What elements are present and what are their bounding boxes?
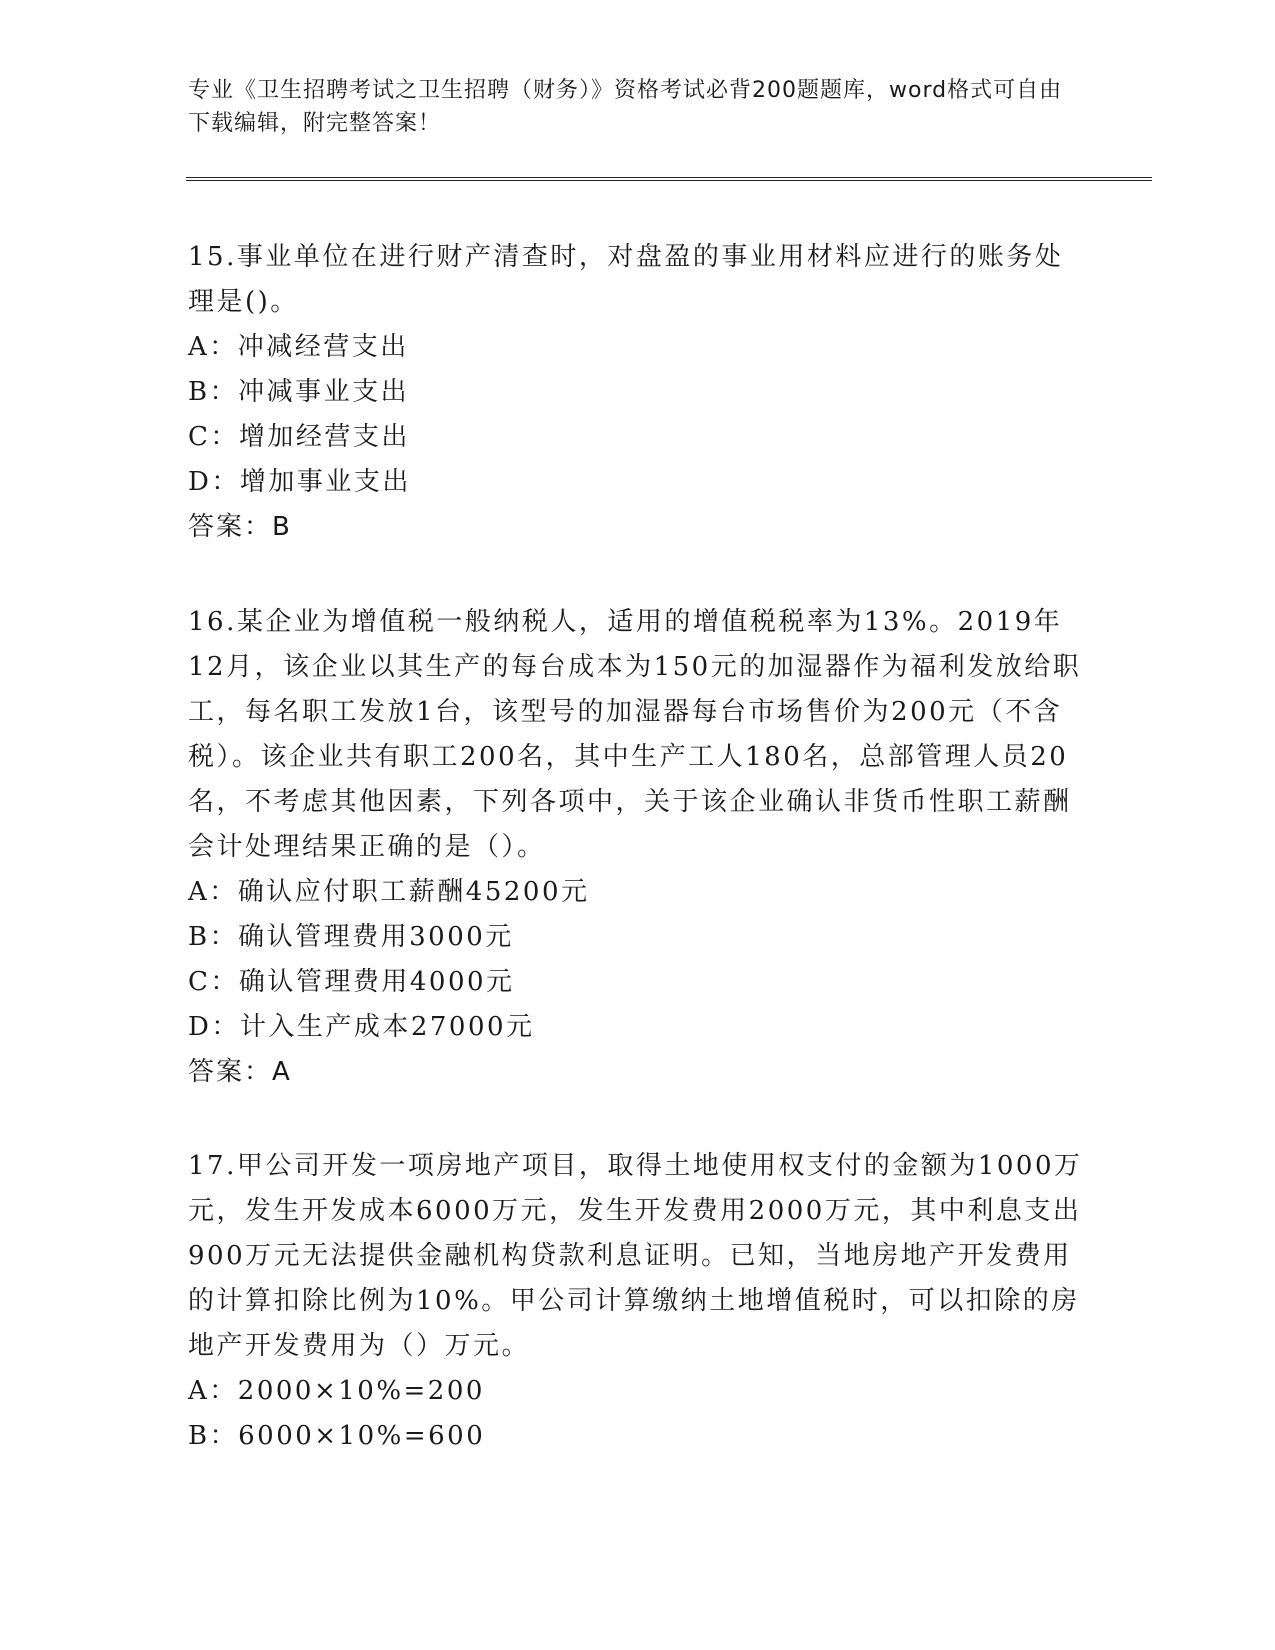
answer: 答案：B bbox=[188, 512, 292, 542]
question-15 bbox=[188, 235, 1088, 550]
option-b: B：6000×10%=600 bbox=[188, 1421, 486, 1451]
header-divider bbox=[186, 177, 1152, 181]
option-a: A：2000×10%=200 bbox=[188, 1376, 485, 1406]
answer: 答案：A bbox=[188, 1057, 292, 1087]
option-d: D：计入生产成本27000元 bbox=[188, 1012, 535, 1042]
question-16 bbox=[188, 600, 1088, 1095]
option-c: C：增加经营支出 bbox=[188, 422, 410, 452]
question-text: 17.甲公司开发一项房地产项目，取得土地使用权支付的金额为1000万元，发生开发成本6000万元，发生开发费用2000万元，其中利息支出900万元无法提供金融机构贷款利息证明。已知，当地房地产开发费用的计算扣除比例为10%。甲公司计算缴纳土地增值税时，可以扣除的房地产开发费用为（）万元。 bbox=[188, 1151, 1083, 1361]
option-c: C：确认管理费用4000元 bbox=[188, 967, 515, 997]
question-text: 15.事业单位在进行财产清查时，对盘盈的事业用材料应进行的账务处理是()。 bbox=[188, 242, 1064, 317]
option-a: A：确认应付职工薪酬45200元 bbox=[188, 877, 590, 907]
option-d: D：增加事业支出 bbox=[188, 467, 411, 497]
option-b: B：冲减事业支出 bbox=[188, 377, 410, 407]
question-17 bbox=[188, 1144, 1088, 1459]
document-header: 专业《卫生招聘考试之卫生招聘（财务）》资格考试必背200题题库，word格式可自由下载编辑，附完整答案！ bbox=[188, 78, 1063, 136]
question-text: 16.某企业为增值税一般纳税人，适用的增值税税率为13%。2019年12月，该企业以其生产的每台成本为150元的加湿器作为福利发放给职工，每名职工发放1台，该型号的加湿器每台市场售价为200元（不含税）。该企业共有职工200名，其中生产工人180名，总部管理人员20名，不考虑其他因素，下列各项中，关于该企业确认非货币性职工薪酬会计处理结果正确的是（）。 bbox=[188, 607, 1082, 862]
option-b: B：确认管理费用3000元 bbox=[188, 922, 514, 952]
option-a: A：冲减经营支出 bbox=[188, 332, 409, 362]
